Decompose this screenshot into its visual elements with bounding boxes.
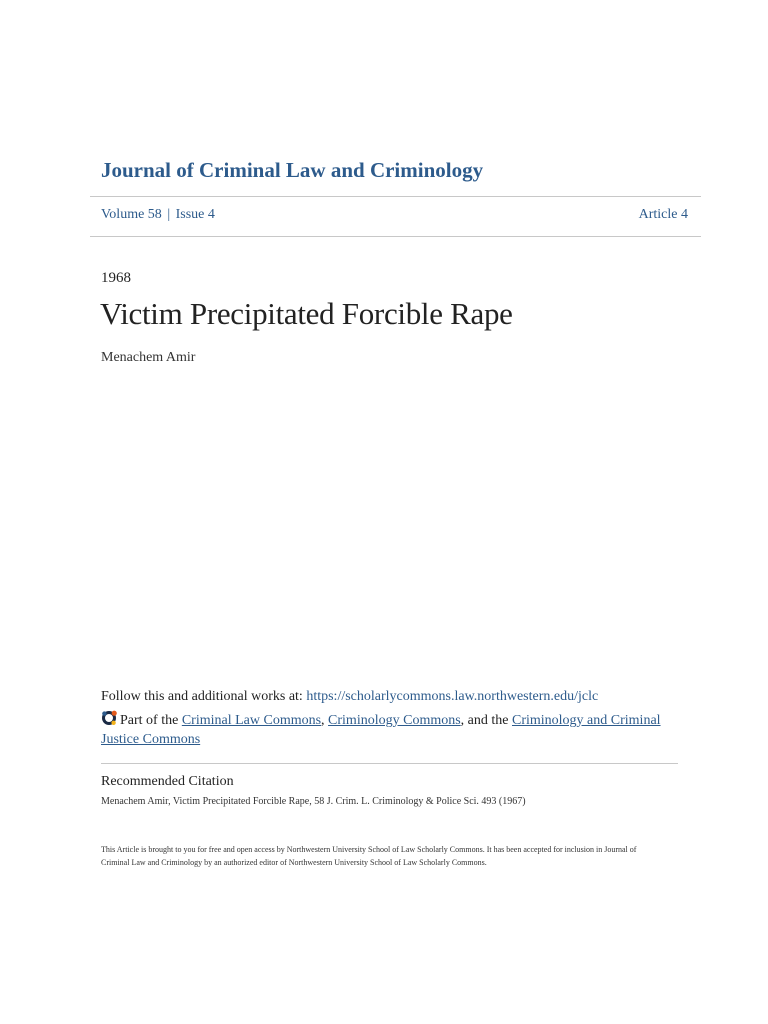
network-commons-icon	[101, 710, 118, 726]
open-access-note: This Article is brought to you for free and open access by Northwestern University School of Law Scholarly Commons. It has been accepted for inclusion in Journal of Criminal Law and Criminology by an authorized editor of Northwestern University School of Law Scholarly Commons.	[101, 845, 637, 867]
citation-divider	[101, 763, 678, 764]
volume-issue-separator: |	[167, 207, 171, 222]
issue-link[interactable]: Issue 4	[175, 207, 215, 222]
recommended-citation-label: Recommended Citation	[101, 774, 234, 789]
journal-title[interactable]: Journal of Criminal Law and Criminology	[101, 158, 484, 182]
part-of-commons	[101, 710, 681, 749]
commons-and-the: , and the	[460, 713, 512, 728]
volume-issue-line	[101, 207, 215, 223]
volume-link[interactable]: Volume 58	[101, 207, 162, 222]
commons-comma: ,	[321, 713, 329, 728]
criminology-criminal-justice-commons-link[interactable]: Criminology and Criminal Justice Commons	[101, 713, 661, 747]
article-title: Victim Precipitated Forcible Rape	[100, 296, 513, 331]
repository-url-link[interactable]: https://scholarlycommons.law.northwestern.edu/jclc	[306, 689, 599, 704]
publication-year: 1968	[101, 270, 131, 286]
part-of-prefix: Part of the	[120, 713, 182, 728]
article-number-link[interactable]: Article 4	[638, 207, 688, 222]
header-divider-top	[90, 196, 701, 197]
recommended-citation-text: Menachem Amir, Victim Precipitated Forcible Rape, 58 J. Crim. L. Criminology & Police Sci. 493 (1967)	[101, 796, 526, 807]
header-divider-bottom	[90, 236, 701, 237]
follow-prefix: Follow this and additional works at:	[101, 689, 307, 704]
criminal-law-commons-link[interactable]: Criminal Law Commons	[181, 713, 322, 728]
article-author: Menachem Amir	[101, 350, 196, 365]
criminology-commons-link[interactable]: Criminology Commons	[328, 713, 461, 728]
follow-line	[101, 689, 598, 705]
